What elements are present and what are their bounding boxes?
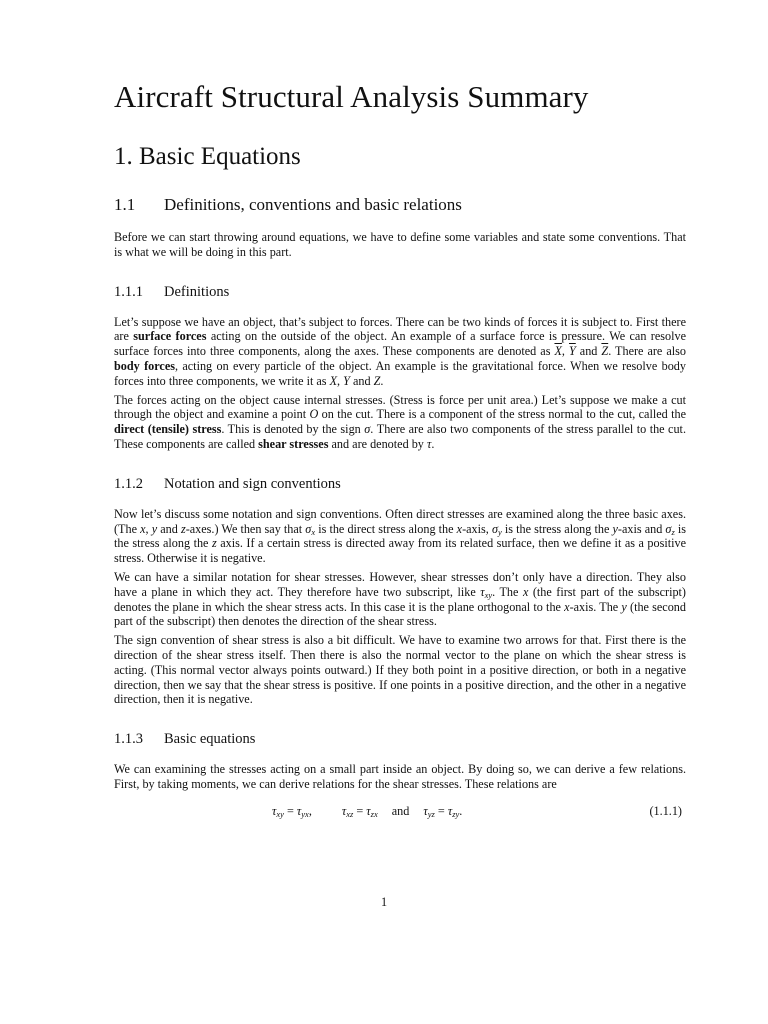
intro-paragraph: Before we can start throwing around equations, we have to define some variables and state some conventions. That is what we will be doing in this part.	[114, 230, 686, 259]
subsection-heading-definitions	[114, 282, 686, 302]
chapter-title: Basic Equations	[139, 143, 301, 170]
section-title: Definitions, conventions and basic relations	[164, 195, 462, 214]
document-title: Aircraft Structural Analysis Summary	[114, 79, 589, 114]
page-number: 1	[380, 895, 388, 909]
subsection-number: 1.1.2	[114, 475, 143, 492]
equation-1-1-1	[114, 804, 686, 822]
equation-body: $\tau_{xy} = \tau_{yx}$, $\tau_{xz} = \tau_{zx}$ and $\tau_{yz} = \tau_{zy}$.	[272, 803, 463, 819]
subsection-heading-basic-equations	[114, 729, 686, 749]
notation-paragraph-3: The sign convention of shear stress is also a bit difficult. We have to examine two arrows for that. First there is the direction of the shear stress itself. Then there is also the normal vector to the plane on which the shear stress is acting. (This normal vector always points outward.) If they both point in a positive direction, or both in a negative direction, then we say that the shear stress is positive. If one points in a positive direction, and the other in a negative direction, then it is negative.	[114, 633, 686, 707]
subsection-number: 1.1.1	[114, 283, 143, 300]
notation-paragraph-1: Now let’s discuss some notation and sign conventions. Often direct stresses are examined along the three basic axes. (The x, y and z-axes.) We then say that $\sigma_x$ is the direct stress along the x-axis, $\sigma_y$ is the stress along the y-axis and $\sigma_z$ is the stress along the z axis. If a certain stress is directed away from its related surface, then we define it as a positive stress. Otherwise it is negative.	[114, 506, 686, 566]
section-number: 1.1	[114, 195, 136, 214]
page-body	[114, 78, 686, 822]
term-direct-stress: direct (tensile) stress	[114, 422, 222, 437]
definitions-paragraph-2: The forces acting on the object cause internal stresses. (Stress is force per unit area.) Let’s suppose we make a cut through the object and examine a point O on the cut. There is a component of the stress normal to the cut, called the direct (tensile) stress. This is denoted by the sign σ. There are also two components of the stress parallel to the cut. These components are called shear stresses and are denoted by τ.	[114, 392, 686, 451]
subsection-title: Definitions	[164, 283, 230, 300]
subsection-title: Notation and sign conventions	[164, 475, 341, 492]
notation-paragraph-2: We can have a similar notation for shear stresses. However, shear stresses don’t only have a direction. They also have a plane in which they act. They therefore have two subscript, like $\tau_{xy}$. The x (the first part of the subscript) denotes the plane in which the shear stress acts. In this case it is the plane orthogonal to the x-axis. The y (the second part of the subscript) then denotes the direction of the shear stress.	[114, 569, 686, 629]
chapter-heading	[114, 142, 686, 172]
section-heading	[114, 194, 686, 216]
equation-and: and	[391, 803, 410, 818]
subsection-heading-notation	[114, 474, 686, 494]
term-body-forces: body forces	[114, 358, 175, 373]
subsection-title: Basic equations	[164, 731, 256, 748]
equation-number: (1.1.1)	[649, 803, 682, 818]
term-shear-stresses: shear stresses	[258, 436, 329, 451]
term-surface-forces: surface forces	[133, 329, 207, 344]
chapter-number: 1.	[114, 143, 133, 170]
basic-equations-paragraph: We can examining the stresses acting on a small part inside an object. By doing so, we can derive a few relations. First, by taking moments, we can derive relations for the shear stresses. These relations are	[114, 762, 686, 791]
subsection-number: 1.1.3	[114, 731, 143, 748]
definitions-paragraph-1: Let’s suppose we have an object, that’s subject to forces. There can be two kinds of forces it is subject to. First there are surface forces acting on the outside of the object. An example of a surface force is pressure. We can resolve surface forces into three components, along the axes. These components are denoted as $\overline{X}$, $\overline{Y}$ and $\overline{Z}$. There are also body forces, acting on every particle of the object. An example is the gravitational force. When we resolve body forces into three components, we write it as X, Y and Z.	[114, 314, 686, 388]
